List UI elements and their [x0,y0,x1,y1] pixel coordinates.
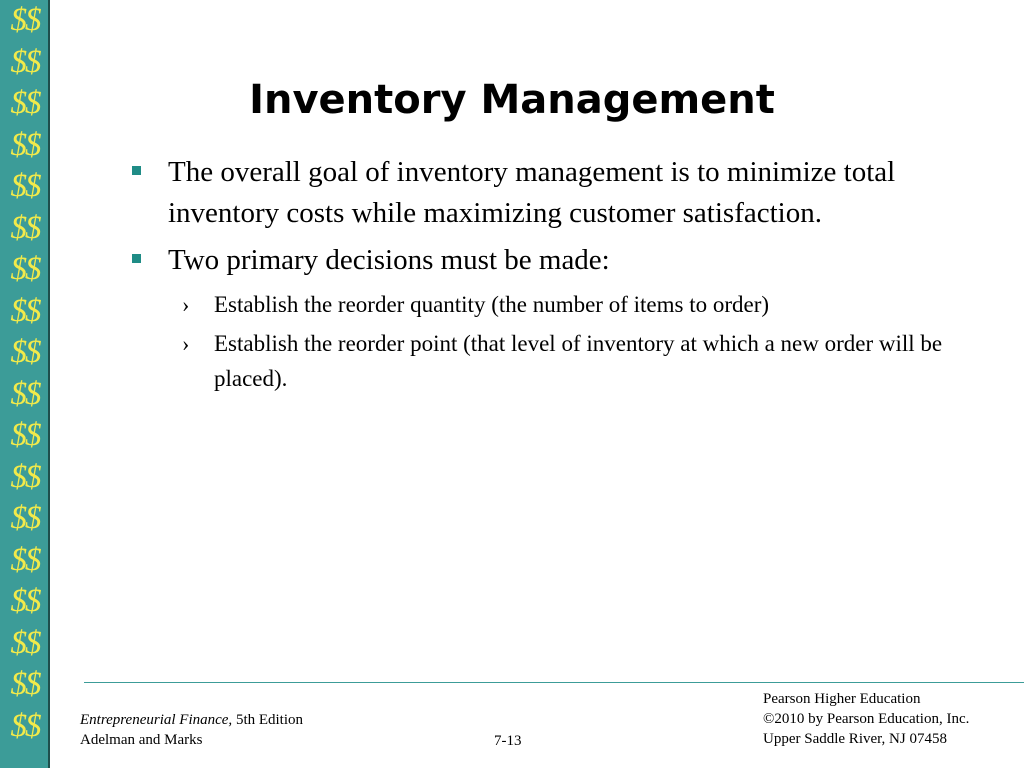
dollar-glyph: $$ [10,666,40,702]
publisher-name: Pearson Higher Education [763,691,921,707]
sub-bullet-item [130,287,990,322]
sub-bullet-text: Establish the reorder quantity (the number of items to order) [214,292,770,317]
dollar-sidebar [0,0,50,768]
publisher-address: Upper Saddle River, NJ 07458 [763,731,947,747]
square-bullet-icon [132,254,141,263]
bullet-text: Two primary decisions must be made: [168,244,610,276]
footer-publisher-info [763,689,969,749]
dollar-glyph: $$ [10,707,40,744]
dollar-glyph: $$ [10,126,40,163]
dollar-glyph: $$ [10,583,40,619]
slide-title: Inventory Management [249,77,775,123]
bullet-text: The overall goal of inventory management is to minimize total inventory costs while maximizing customer satisfaction. [168,156,896,229]
dollar-glyph: $$ [10,168,40,204]
book-edition: 5th Edition [232,712,304,728]
page-number: 7-13 [494,733,522,749]
sub-bullet-item [130,326,990,396]
dollar-glyph: $$ [10,375,40,412]
sub-bullet-text: Establish the reorder point (that level of inventory at which a new order will be placed). [214,331,943,391]
bullet-item [130,240,990,281]
chevron-right-icon: › [182,331,190,356]
dollar-glyph: $$ [10,209,40,246]
dollar-glyph: $$ [10,624,40,661]
book-title: Entrepreneurial Finance, [80,712,233,728]
dollar-glyph: $$ [10,541,40,578]
footer-book-line [80,710,303,730]
chevron-right-icon: › [182,292,190,317]
dollar-glyph: $$ [10,43,40,80]
dollar-glyph: $$ [10,292,40,329]
dollar-glyph: $$ [10,251,40,287]
dollar-glyph: $$ [10,85,40,121]
slide-body [130,152,990,396]
footer-authors: Adelman and Marks [80,732,203,748]
bullet-item [130,152,990,234]
dollar-glyph: $$ [10,500,40,536]
footer-divider [84,682,1024,683]
copyright-line: ©2010 by Pearson Education, Inc. [763,711,970,727]
square-bullet-icon [132,166,141,175]
dollar-glyph: $$ [10,417,40,453]
dollar-glyph: $$ [10,334,40,370]
dollar-glyph: $$ [10,2,40,38]
footer-book-info [80,710,303,750]
dollar-glyph: $$ [10,458,40,495]
